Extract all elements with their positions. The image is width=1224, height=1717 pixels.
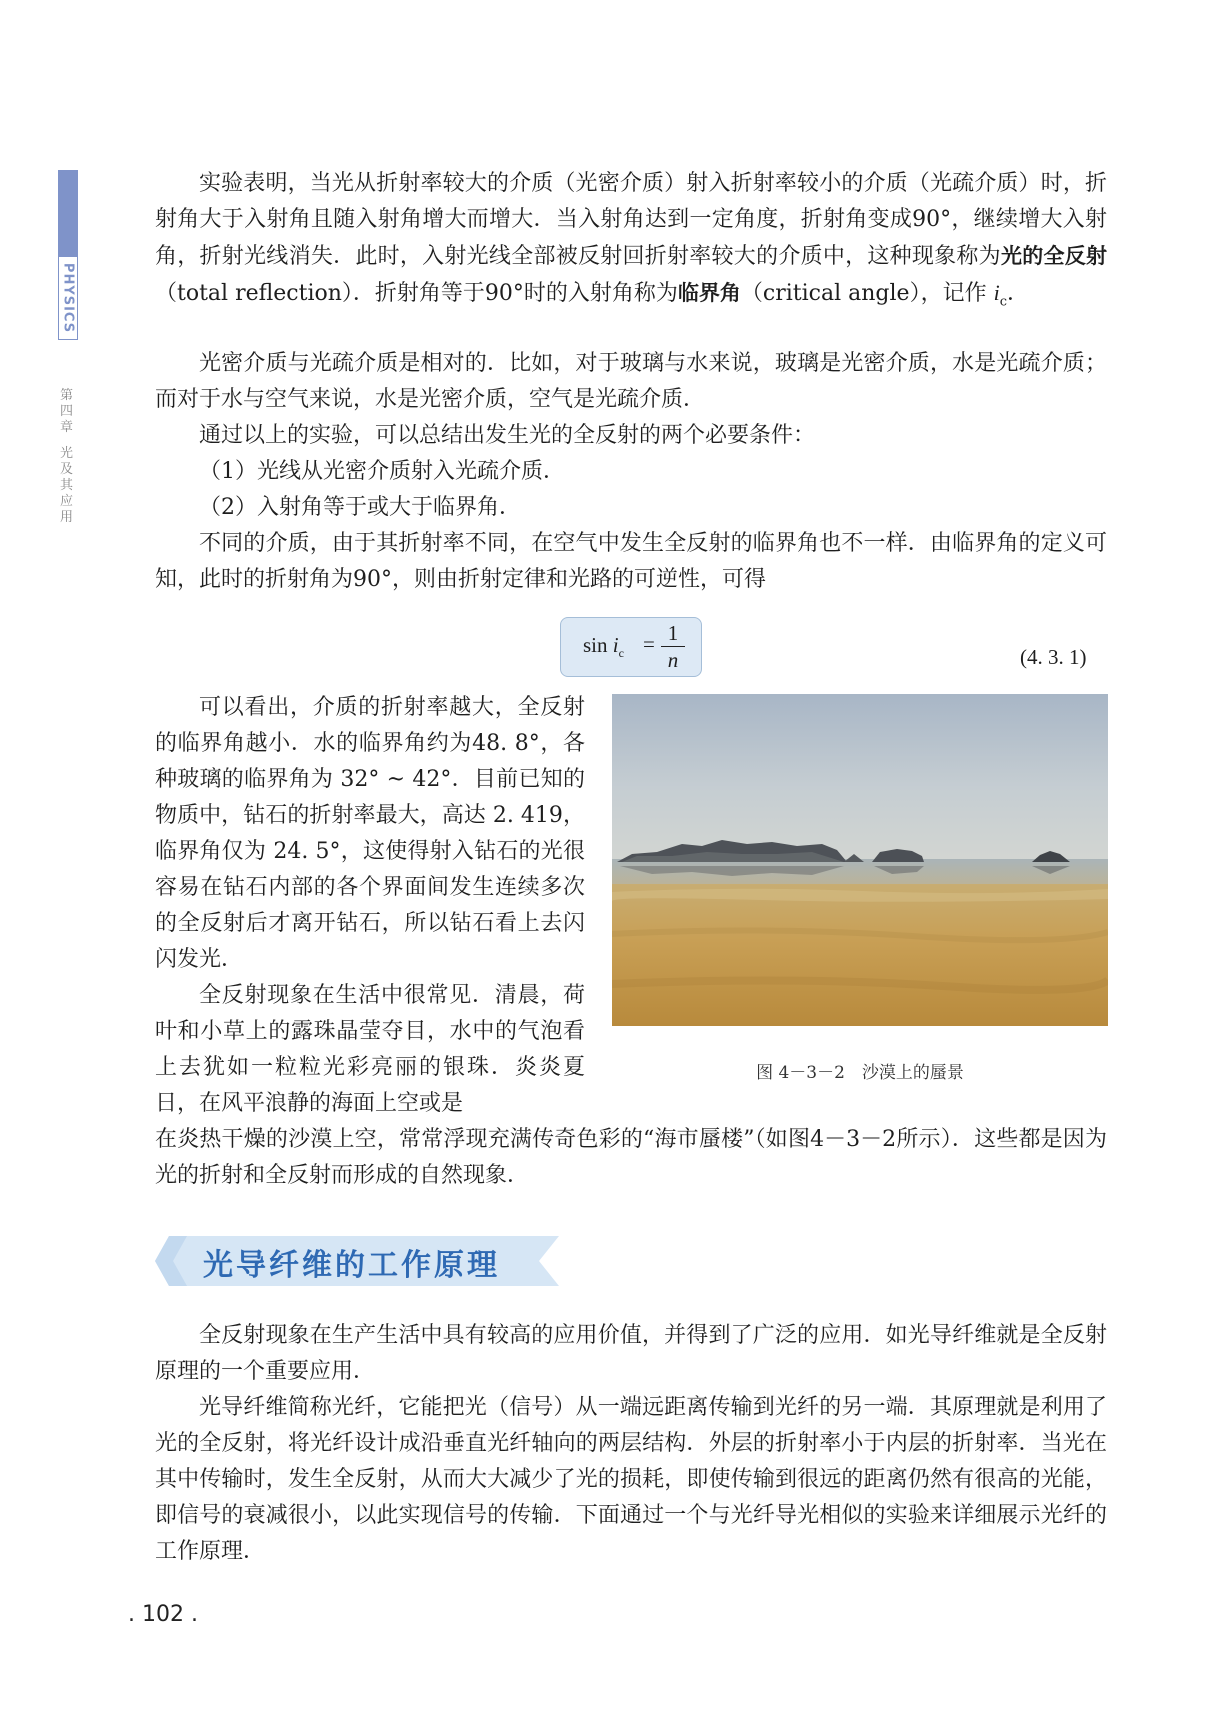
sidebar-chapter	[60, 388, 76, 526]
page-number: . 102 .	[128, 1602, 198, 1627]
desert-mirage-photo	[612, 694, 1108, 1026]
symbol-i: i	[993, 280, 1000, 305]
paragraph-total-reflection	[155, 166, 1107, 320]
formula-denominator	[661, 647, 685, 673]
paragraph-relative-media: 光密介质与光疏介质是相对的．比如，对于玻璃与水来说，玻璃是光密介质，水是光疏介质；而对于水与空气来说，水是光密介质，空气是光疏介质．	[155, 351, 1107, 412]
figure-caption: 图 4－3－2 沙漠上的蜃景	[756, 1063, 964, 1083]
formula-box	[560, 617, 702, 677]
paragraph-critical-angle-derivation: 不同的介质，由于其折射率不同，在空气中发生全反射的临界角也不一样．由临界角的定义可知，此时的折射角为90°，则由折射定律和光路的可逆性，可得	[155, 531, 1107, 592]
sidebar-chapter-char: 第	[60, 388, 74, 403]
sidebar-chapter-char: 章	[60, 420, 74, 435]
formula-numerator: 1	[661, 620, 685, 647]
sidebar-chapter-title-char: 光	[60, 446, 74, 461]
paragraph-mirage-continued: 在炎热干燥的沙漠上空，常常浮现充满传奇色彩的“海市蜃楼”（如图4－3－2所示）．这些都是因为光的折射和全反射而形成的自然现象．	[155, 1127, 1107, 1188]
para1-text: （critical angle），记作	[740, 281, 994, 306]
para1-text: （total reflection）．折射角等于90°时的入射角称为	[155, 281, 678, 306]
paragraph-diamond: 可以看出，介质的折射率越大，全反射的临界角越小．水的临界角约为48. 8°，各种玻璃的临界角为 32° ~ 42°．目前已知的物质中，钻石的折射率最大，高达 2. 419，临界角仅为 24. 5°，这使得射入钻石的光很容易在钻石内部的各个界面间发生连续多次的全反射后才离开钻石，所以钻石看上去闪闪发光．	[155, 695, 585, 972]
formula-fraction	[661, 620, 685, 673]
term-total-reflection: 光的全反射	[1000, 244, 1107, 268]
sidebar-chapter-title-char: 及	[60, 462, 74, 477]
sidebar-subject-tab	[58, 256, 78, 340]
symbol-subscript-c: c	[999, 294, 1007, 310]
paragraph-mirage-intro: 全反射现象在生活中很常见．清晨，荷叶和小草上的露珠晶莹夺目，水中的气泡看上去犹如一粒粒光彩亮丽的银珠．炎炎夏日，在风平浪静的海面上空或是	[155, 983, 585, 1116]
section-heading	[155, 1232, 585, 1290]
formula-var-i: i	[612, 633, 619, 657]
sidebar-subject-label: PHYSICS	[60, 262, 76, 334]
formula-sub-c: c	[618, 646, 624, 661]
paragraph-conditions-intro: 通过以上的实验，可以总结出发生光的全反射的两个必要条件：	[199, 423, 816, 448]
paragraph-fiber-application: 全反射现象在生产生活中具有较高的应用价值，并得到了广泛的应用．如光导纤维就是全反射原理的一个重要应用．	[155, 1323, 1107, 1384]
term-critical-angle: 临界角	[677, 281, 741, 305]
equation-number: (4. 3. 1)	[1020, 645, 1087, 669]
para1-text: 实验表明，当光从折射率较大的介质（光密介质）射入折射率较小的介质（光疏介质）时，折射角大于入射角且随入射角增大而增大．当入射角达到一定角度，折射角变成90°，继续增大入射角，折射光线消失．此时，入射光线全部被反射回折射率较大的介质中，这种现象称为	[155, 171, 1107, 269]
sidebar-accent-bar	[58, 170, 78, 256]
paragraph-fiber-principle: 光导纤维简称光纤，它能把光（信号）从一端远距离传输到光纤的另一端．其原理就是利用了光的全反射，将光纤设计成沿垂直光纤轴向的两层结构．外层的折射率小于内层的折射率．当光在其中传输时，发生全反射，从而大大减少了光的损耗，即使传输到很远的距离仍然有很高的光能，即信号的衰减很小，以此实现信号的传输．下面通过一个与光纤导光相似的实验来详细展示光纤的工作原理．	[155, 1395, 1107, 1564]
sidebar-chapter-title-char: 应	[60, 494, 74, 509]
formula-equals: =	[643, 632, 655, 656]
sidebar-chapter-title-char: 其	[60, 478, 74, 493]
sidebar-chapter-title-char: 用	[60, 510, 74, 525]
formula-lhs	[583, 633, 624, 661]
para1-text: ．	[1006, 281, 1029, 306]
sidebar-chapter-char: 四	[60, 404, 74, 419]
formula-sin: sin	[583, 633, 608, 657]
formula-var-n: n	[667, 648, 679, 672]
condition-item-2: （2）入射角等于或大于临界角．	[199, 495, 521, 520]
section-title: 光导纤维的工作原理	[203, 1248, 500, 1283]
condition-item-1: （1）光线从光密介质射入光疏介质．	[199, 459, 565, 484]
